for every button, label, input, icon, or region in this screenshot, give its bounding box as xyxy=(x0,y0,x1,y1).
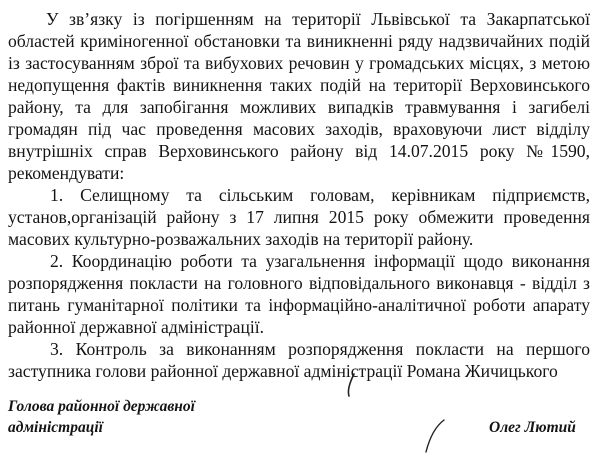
handwritten-signature xyxy=(340,372,470,456)
signer-name: Олег Лютий xyxy=(489,419,576,436)
item-2-line-4: районної державної адміністрації. xyxy=(8,317,265,337)
item-2-line-3: питань гуманітарної політики та інформаційно-аналітичної роботи апарату xyxy=(8,295,590,315)
paragraph-intro-line-2: областей криміногенної обстановки та виникненні ряду надзвичайних подій xyxy=(8,31,590,51)
paragraph-intro-line-7: внутрішніх справ Верховинського району від 14.07.2015 року №1590, xyxy=(8,141,590,161)
paragraph-intro-line-1: У зв’язку із погіршенням на території Львівської та Закарпатської xyxy=(46,9,590,29)
paragraph-intro-line-5: району, та для запобігання можливих випадків травмування і загибелі xyxy=(8,97,590,117)
paragraph-intro-line-3: із застосуванням зброї та вибухових речовин у громадських місцях, з метою xyxy=(8,53,590,73)
item-2-line-2: розпорядження покласти на головного відповідального виконавця - відділ з xyxy=(8,273,590,293)
item-1-line-2: установ,організацій району з 17 липня 2015 року обмежити проведення xyxy=(8,207,590,227)
paragraph-intro-line-8: рекомендувати: xyxy=(8,163,125,183)
signer-position-line-2: адміністрації xyxy=(8,419,103,436)
item-2-line-1: 2. Координацію роботи та узагальнення інформації щодо виконання xyxy=(50,251,590,271)
signer-position-line-1: Голова районної державної xyxy=(8,398,195,415)
item-1-line-3: масових культурно-розважальних заходів на території району. xyxy=(8,229,474,249)
item-3-line-2: заступника голови районної державної адміністрації Романа Жичицького xyxy=(8,361,558,381)
paragraph-intro-line-4: недопущення фактів виникнення таких подій на території Верховинського xyxy=(8,75,590,95)
paragraph-intro-line-6: громадян під час проведення масових заходів, враховуючи лист відділу xyxy=(8,119,590,139)
item-3-line-1: 3. Контроль за виконанням розпорядження покласти на першого xyxy=(50,339,590,359)
item-1-line-1: 1. Селищному та сільським головам, керівникам підприємств, xyxy=(50,185,590,205)
